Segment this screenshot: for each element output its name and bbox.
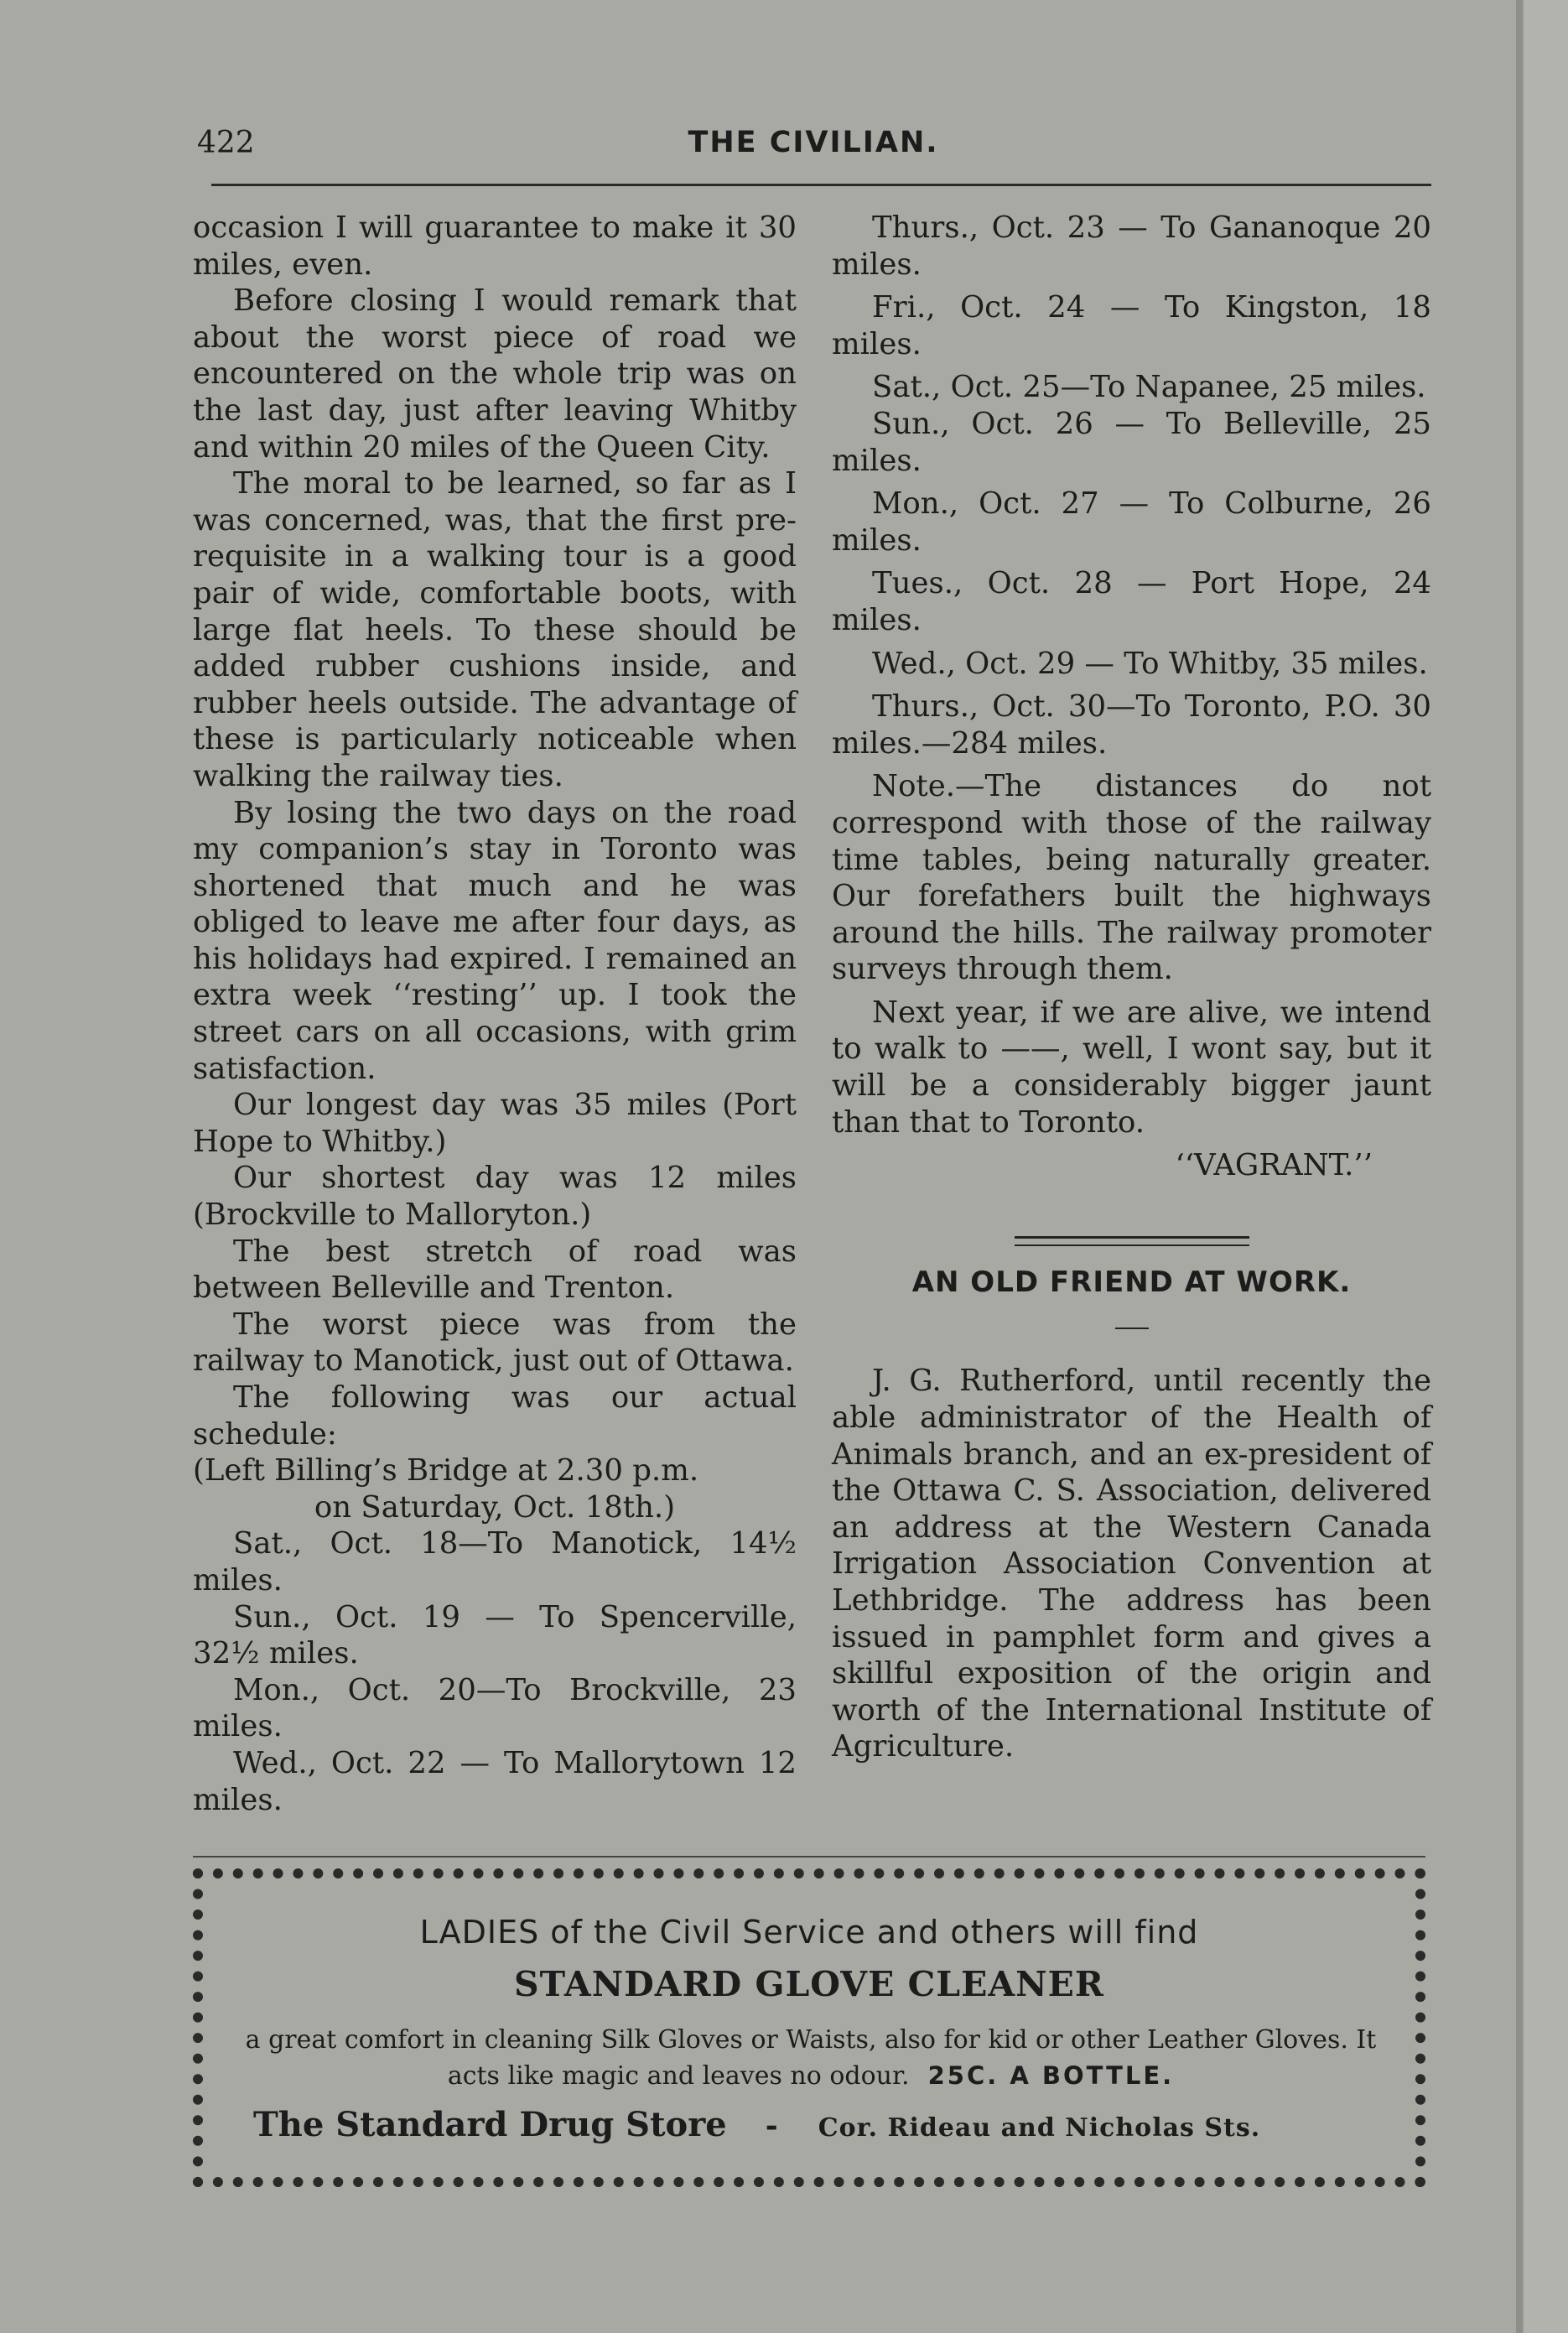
ad-intro: LADIES of the Civil Service and others will find [419, 1914, 1199, 1951]
signature: ‘‘VAGRANT.’’ [1175, 1148, 1373, 1183]
schedule-entry: Fri., Oct. 24 — To Kingston, 18 miles. [832, 290, 1431, 361]
paragraph: The moral to be learned, so far as I was concerned, was, that the first pre-requisite in a walking tour is a good pair of wide, comfortable boots, with large flat heels. To these should be added rubber cushions inside, and rubber heels outside. The advantage of these is particularly noticeable when walking the railway ties. [193, 466, 797, 793]
advertisement-box [193, 1868, 1425, 2187]
closing-paragraph: Next year, if we are alive, we intend to walk to ——, well, I wont say, but it will be a considerably bigger jaunt than that to Toronto. [832, 995, 1431, 1140]
schedule-entry: Tues., Oct. 28 — Port Hope, 24 miles. [832, 566, 1431, 637]
schedule-entry: Wed., Oct. 22 — To Mallorytown 12 miles. [193, 1745, 797, 1817]
schedule-entry: Sun., Oct. 19 — To Spencerville, 32½ miles. [193, 1599, 797, 1671]
schedule-entry: Sat., Oct. 25—To Napanee, 25 miles. [872, 370, 1426, 405]
header-rule [211, 184, 1431, 186]
heading-dash [1115, 1328, 1149, 1329]
page-header [197, 126, 1430, 168]
ad-dash: - [765, 2108, 778, 2143]
ad-price: 25C. A BOTTLE. [927, 2061, 1175, 2090]
schedule-entry: Mon., Oct. 20—To Brockville, 23 miles. [193, 1672, 797, 1744]
page-number: 422 [197, 126, 255, 160]
advertisement-top-rule [193, 1856, 1425, 1858]
article-body: J. G. Rutherford, until recently the able administrator of the Health of Animals branch, and an ex-president of the Ottawa C. S. Association, delivered an address at the Western Canada Irrigation Association Convention at Lethbridge. The address has been issued in pamphlet form and gives a skillful exposition of the origin and worth of the International Institute of Agriculture. [832, 1364, 1431, 1764]
left-column [193, 210, 797, 1818]
article-heading: AN OLD FRIEND AT WORK. [911, 1265, 1352, 1299]
schedule-entry: Thurs., Oct. 30—To Toronto, P.O. 30 miles.—284 miles. [832, 689, 1431, 761]
schedule-start-date: on Saturday, Oct. 18th.) [314, 1489, 676, 1525]
schedule-entry: Wed., Oct. 29 — To Whitby, 35 miles. [872, 646, 1428, 681]
section-divider [1015, 1236, 1249, 1246]
schedule-entry: Mon., Oct. 27 — To Colburne, 26 miles. [832, 486, 1431, 558]
paragraph: Before closing I would remark that about the worst piece of road we encountered on the whole trip was on the last day, just after leaving Whitby and within 20 miles of the Queen City. [193, 283, 797, 465]
ad-store-name: The Standard Drug Store [253, 2105, 727, 2144]
paragraph: The best stretch of road was between Belleville and Trenton. [193, 1234, 797, 1306]
paragraph: The following was our actual schedule: [193, 1380, 797, 1452]
ad-product-name: STANDARD GLOVE CLEANER [514, 1964, 1104, 2004]
note-paragraph: Note.—The distances do not correspond with those of the railway time tables, being naturally greater. Our forefathers built the highways around the hills. The railway promoter surveys through them. [832, 769, 1431, 987]
paragraph: The worst piece was from the railway to Manotick, just out of Ottawa. [193, 1307, 797, 1379]
ad-description: a great comfort in cleaning Silk Gloves or Waists, also for kid or other Leather Gloves. It acts like magic and leaves no odour. [245, 2025, 1377, 2091]
ad-description-block [228, 2023, 1394, 2094]
journal-title: THE CIVILIAN. [688, 126, 939, 159]
ad-store-line [253, 2105, 1377, 2144]
schedule-entry: Sun., Oct. 26 — To Belleville, 25 miles. [832, 406, 1431, 478]
ad-address: Cor. Rideau and Nicholas Sts. [818, 2113, 1261, 2143]
paragraph: By losing the two days on the road my companion’s stay in Toronto was shortened that much and he was obliged to leave me after four days, as his holidays had expired. I remained an extra week ‘‘resting’’ up. I took the street cars on all occasions, with grim satisfaction. [193, 795, 797, 1086]
paragraph: Our longest day was 35 miles (Port Hope to Whitby.) [193, 1088, 797, 1159]
paragraph: occasion I will guarantee to make it 30 miles, even. [193, 210, 797, 282]
paragraph: Our shortest day was 12 miles (Brockville to Malloryton.) [193, 1161, 797, 1233]
schedule-entry: Thurs., Oct. 23 — To Gananoque 20 miles. [832, 210, 1431, 282]
schedule-start: (Left Billing’s Bridge at 2.30 p.m. [193, 1453, 699, 1489]
page-edge-shadow [1524, 0, 1568, 2333]
schedule-entry: Sat., Oct. 18—To Manotick, 14½ miles. [193, 1526, 797, 1598]
page-edge [1516, 0, 1523, 2333]
right-column [832, 210, 1431, 1765]
